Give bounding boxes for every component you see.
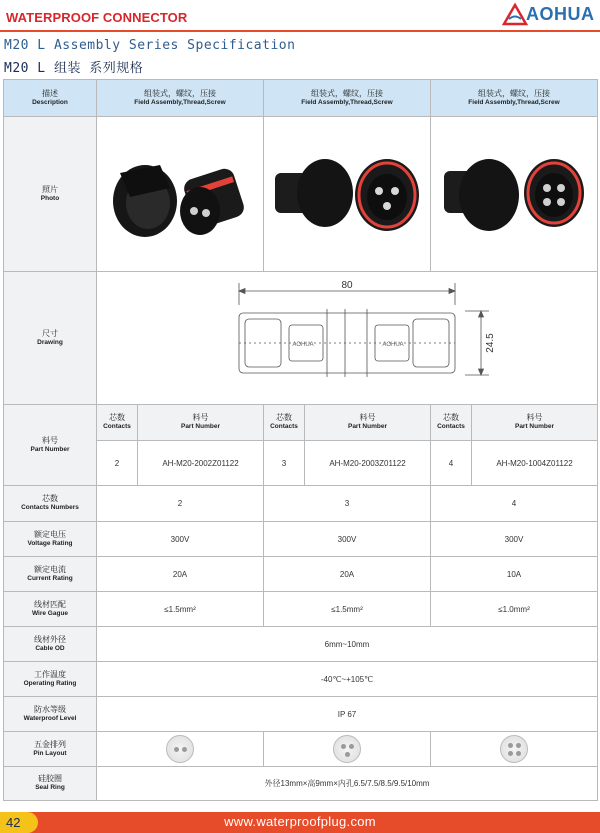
photo-label: 照片 Photo xyxy=(4,117,97,272)
drawing-label: 尺寸 Drawing xyxy=(4,272,97,405)
drawing-length: 80 xyxy=(341,280,353,291)
part-number-subheader: 料号 Part Number xyxy=(305,405,431,441)
brand-logo-mark-icon xyxy=(502,2,528,28)
pin-layout-2-icon xyxy=(166,735,194,763)
row-value: IP 67 xyxy=(97,697,598,732)
product-photo-3pin xyxy=(264,117,431,272)
contacts-value: 3 xyxy=(264,441,305,486)
spec-row-contacts xyxy=(4,486,598,522)
row-label: 硅胶圈 Seal Ring xyxy=(4,767,97,801)
contacts-subheader: 芯数 Contacts xyxy=(97,405,138,441)
product-photo-4pin xyxy=(431,117,598,272)
column-header: 组装式，螺纹，压接 Field Assembly,Thread,Screw xyxy=(97,80,264,117)
pin-layout-3pin xyxy=(264,732,431,767)
spec-row-cable-od xyxy=(4,627,598,662)
contacts-value: 2 xyxy=(97,441,138,486)
page-title: M20 L Assembly Series Specification xyxy=(4,38,296,53)
row-label: 防水等级 Waterproof Level xyxy=(4,697,97,732)
row-label: 工作温度 Operating Rating xyxy=(4,662,97,697)
part-number-value: AH-M20-2002Z01122 xyxy=(138,441,264,486)
page-title-cn: M20 L 组装 系列规格 xyxy=(4,61,144,76)
row-value: ≤1.5mm² xyxy=(264,592,431,627)
pin-layout-2pin xyxy=(97,732,264,767)
row-value: 300V xyxy=(431,522,598,557)
row-label: 额定电压 Voltage Rating xyxy=(4,522,97,557)
part-number-subheader: 料号 Part Number xyxy=(138,405,264,441)
row-value: 外径13mm×高9mm×内孔6.5/7.5/8.5/9.5/10mm xyxy=(97,767,598,801)
part-number-label: 料号 Part Number xyxy=(4,405,97,486)
drawing-brand-mark: AOHUA xyxy=(292,342,314,348)
spec-row-operating xyxy=(4,662,598,697)
contacts-value: 4 xyxy=(431,441,472,486)
dimension-drawing-svg xyxy=(97,277,597,397)
row-value: 3 xyxy=(264,486,431,522)
description-label: 描述 Description xyxy=(4,80,97,117)
row-value: 20A xyxy=(264,557,431,592)
pin-layout-4pin xyxy=(431,732,598,767)
row-label: 线材外径 Cable OD xyxy=(4,627,97,662)
row-label: 芯数 Contacts Numbers xyxy=(4,486,97,522)
spec-row-wire xyxy=(4,592,598,627)
part-number-value: AH-M20-1004Z01122 xyxy=(472,441,598,486)
pin-layout-4-icon xyxy=(500,735,528,763)
spec-table xyxy=(3,79,598,801)
row-value: 2 xyxy=(97,486,264,522)
row-value: 20A xyxy=(97,557,264,592)
column-header: 组装式，螺纹，压接 Field Assembly,Thread,Screw xyxy=(431,80,598,117)
spec-row-waterproof xyxy=(4,697,598,732)
connector-image-2pin xyxy=(100,133,260,253)
spec-row-pin-layout xyxy=(4,732,598,767)
row-value: 300V xyxy=(97,522,264,557)
part-number-subheader: 料号 Part Number xyxy=(472,405,598,441)
row-value: 300V xyxy=(264,522,431,557)
part-number-value: AH-M20-2003Z01122 xyxy=(305,441,431,486)
brand-name: AOHUA xyxy=(526,4,595,24)
pin-layout-3-icon xyxy=(333,735,361,763)
part-number-head-row xyxy=(4,405,598,441)
row-value: ≤1.5mm² xyxy=(97,592,264,627)
row-value: ≤1.0mm² xyxy=(431,592,598,627)
row-label: 额定电流 Current Rating xyxy=(4,557,97,592)
drawing-height: 24.5 xyxy=(485,333,496,353)
website-link[interactable]: www.waterproofplug.com xyxy=(224,814,376,829)
row-label: 五金排列 Pin Layout xyxy=(4,732,97,767)
product-photo-2pin xyxy=(97,117,264,272)
spec-row-current xyxy=(4,557,598,592)
spec-row-seal-ring xyxy=(4,767,598,801)
row-label: 线材匹配 Wire Gague xyxy=(4,592,97,627)
brand-logo xyxy=(500,2,595,28)
connector-image-4pin xyxy=(434,133,594,253)
description-row xyxy=(4,80,598,117)
category-title: WATERPROOF CONNECTOR xyxy=(6,10,188,25)
page-number: 42 xyxy=(6,815,21,830)
spec-row-voltage xyxy=(4,522,598,557)
contacts-subheader: 芯数 Contacts xyxy=(264,405,305,441)
row-value: 4 xyxy=(431,486,598,522)
row-value: 6mm~10mm xyxy=(97,627,598,662)
column-header: 组装式，螺纹，压接 Field Assembly,Thread,Screw xyxy=(264,80,431,117)
contacts-subheader: 芯数 Contacts xyxy=(431,405,472,441)
dimension-drawing xyxy=(97,272,598,405)
connector-image-3pin xyxy=(267,133,427,253)
drawing-row xyxy=(4,272,598,405)
row-value: 10A xyxy=(431,557,598,592)
drawing-brand-mark: AOHUA xyxy=(382,342,404,348)
row-value: -40℃~+105℃ xyxy=(97,662,598,697)
photo-row xyxy=(4,117,598,272)
header-rule xyxy=(0,30,600,32)
